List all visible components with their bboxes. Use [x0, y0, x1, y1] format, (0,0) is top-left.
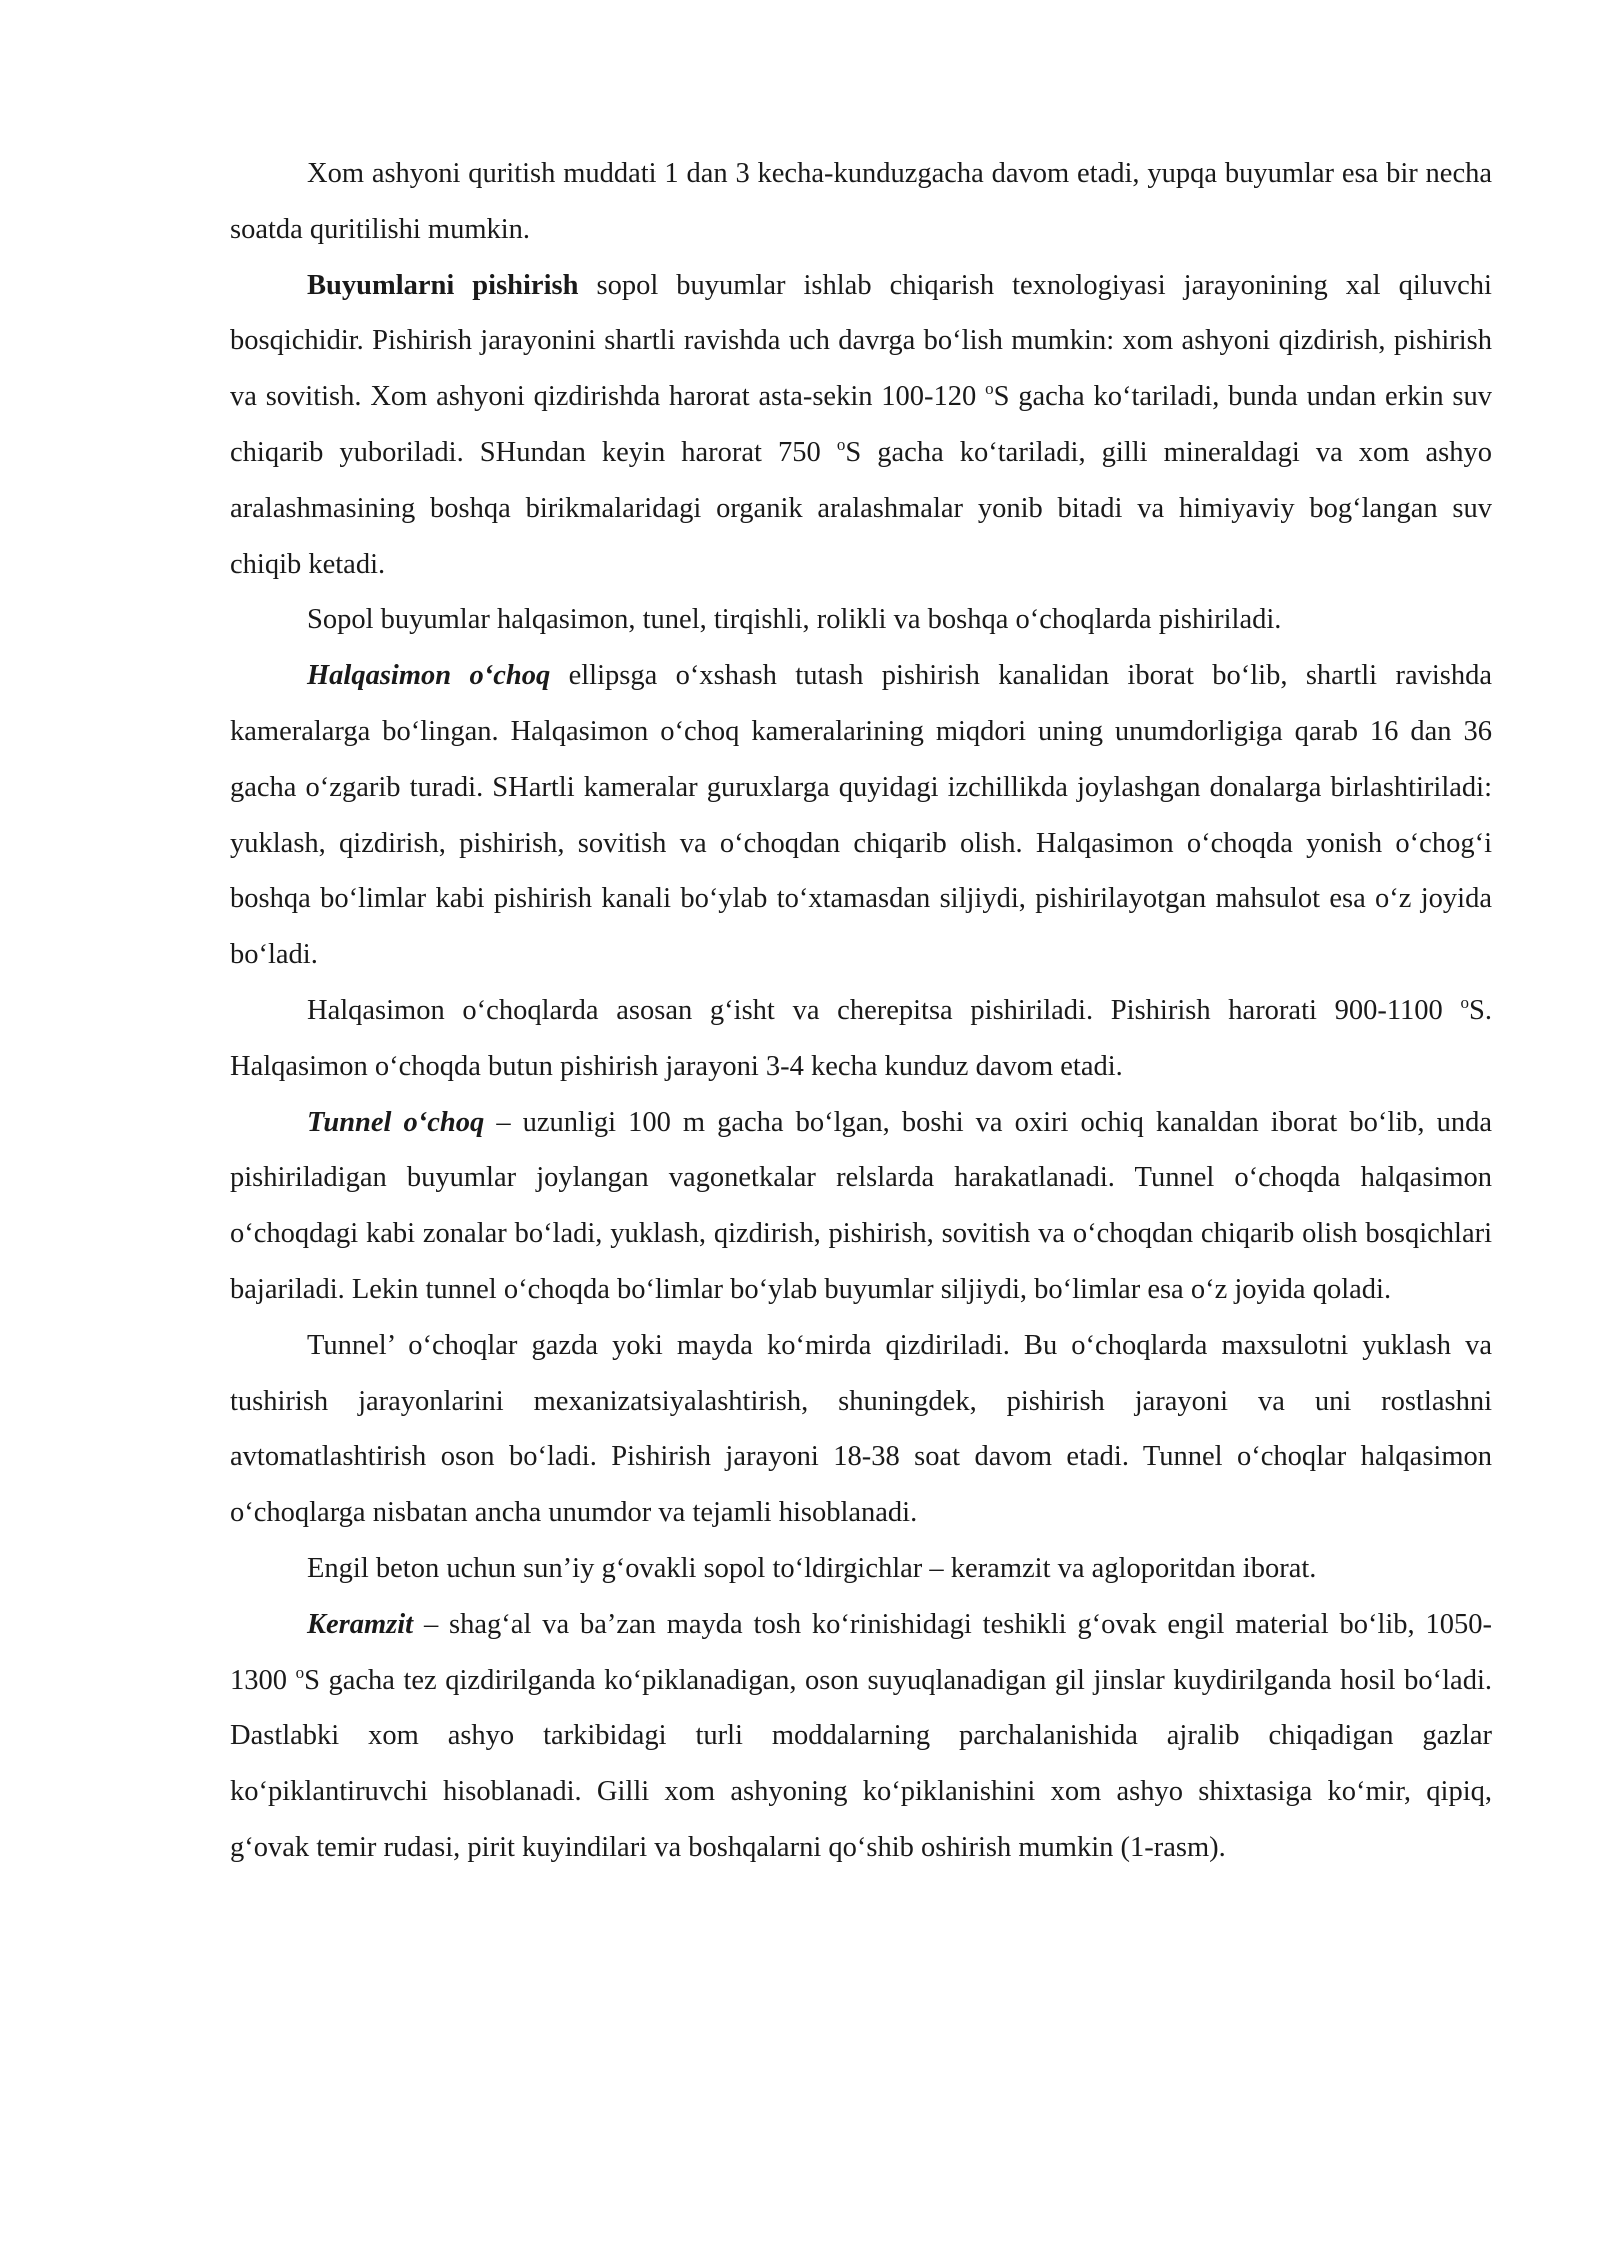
term-ring-kiln: Halqasimon o‘choq: [307, 660, 551, 692]
term-keramzit: Keramzit: [307, 1608, 414, 1640]
document-page: [230, 146, 1492, 1876]
paragraph-keramzit: [230, 1597, 1492, 1876]
paragraph-ring-kiln-products: [230, 983, 1492, 1095]
paragraph-text: – uzunligi 100 m gacha bo‘lgan, boshi va oxiri ochiq kanaldan iborat bo‘lib, unda pishiriladigan buyumlar joylangan vagonetkalar relslarda harakatlanadi. Tunnel o‘choqda halqasimon o‘choqdagi kabi zonalar bo‘ladi, yuklash, qizdirish, pishirish, sovitish va o‘choqdan chiqarib olish bosqichlari bajariladi. Lekin tunnel o‘choqda bo‘limlar bo‘ylab buyumlar siljiydi, bo‘limlar esa o‘z joyida qoladi.: [230, 1106, 1492, 1305]
paragraph-drying-time: [230, 146, 1492, 258]
paragraph-kiln-types: [230, 592, 1492, 648]
paragraph-text: Xom ashyoni quritish muddati 1 dan 3 kecha-kunduzgacha davom etadi, yupqa buyumlar esa bir necha soatda quritilishi mumkin.: [230, 158, 1492, 245]
degree-mark: o: [1460, 992, 1470, 1012]
paragraph-text: Sopol buyumlar halqasimon, tunel, tirqishli, rolikli va boshqa o‘choqlarda pishiriladi.: [307, 604, 1282, 636]
degree-mark: o: [295, 1662, 305, 1682]
paragraph-text: S gacha ko‘tariladi, gilli mineraldagi va xom ashyo aralashmasining boshqa birikmalaridagi organik aralashmalar yonib bitadi va himiyaviy bog‘langan suv chiqib ketadi.: [230, 436, 1492, 580]
paragraph-tunnel-fuel: [230, 1318, 1492, 1541]
paragraph-text: sopol buyumlar ishlab chiqarish texnologiyasi jarayonining xal qiluvchi bosqichidir. Pishirish jarayonini shartli ravishda uch davrga bo‘lish mumkin: xom ashyoni qizdirish, pishirish va sovitish. Xom ashyoni qizdirishda harorat asta-sekin 100-120: [230, 269, 1492, 413]
degree-mark: o: [985, 379, 994, 399]
degree-mark: o: [836, 434, 846, 454]
paragraph-text: Engil beton uchun sun’iy g‘ovakli sopol to‘ldirgichlar – keramzit va agloporitdan iborat.: [307, 1552, 1317, 1584]
term-firing: Buyumlarni pishirish: [307, 269, 579, 301]
paragraph-text: S gacha ko‘tariladi, bunda undan erkin suv chiqarib yuboriladi. SHundan keyin harorat 750: [230, 381, 1492, 468]
paragraph-aggregates: [230, 1541, 1492, 1597]
paragraph-firing: [230, 258, 1492, 593]
paragraph-text: – shag‘al va ba’zan mayda tosh ko‘rinishidagi teshikli g‘ovak engil material bo‘lib, 1050-1300: [230, 1608, 1492, 1696]
paragraph-text: Halqasimon o‘choqlarda asosan g‘isht va cherepitsa pishiriladi. Pishirish harorati 900-1100: [307, 994, 1461, 1026]
paragraph-text: S gacha tez qizdirilganda ko‘piklanadigan, oson suyuqlanadigan gil jinslar kuydirilganda hosil bo‘ladi. Dastlabki xom ashyo tarkibidagi turli moddalarning parchalanishida ajralib chiqadigan gazlar ko‘piklantiruvchi hisoblanadi. Gilli xom ashyoning ko‘piklanishini xom ashyo shixtasiga ko‘mir, qipiq, g‘ovak temir rudasi, pirit kuyindilari va boshqalarni qo‘shib oshirish mumkin (1-rasm).: [230, 1664, 1492, 1863]
paragraph-text: ellipsga o‘xshash tutash pishirish kanalidan iborat bo‘lib, shartli ravishda kameralarga bo‘lingan. Halqasimon o‘choq kameralarining miqdori uning unumdorligiga qarab 16 dan 36 gacha o‘zgarib turadi. SHartli kameralar guruxlarga quyidagi izchillikda joylashgan donalarga birlashtiriladi: yuklash, qizdirish, pishirish, sovitish va o‘choqdan chiqarib olish. Halqasimon o‘choqda yonish o‘chog‘i boshqa bo‘limlar kabi pishirish kanali bo‘ylab to‘xtamasdan siljiydi, pishirilayotgan mahsulot esa o‘z joyida bo‘ladi.: [230, 660, 1492, 971]
paragraph-text: Tunnel’ o‘choqlar gazda yoki mayda ko‘mirda qizdiriladi. Bu o‘choqlarda maxsulotni yuklash va tushirish jarayonlarini mexanizatsiyalashtirish, shuningdek, pishirish jarayoni va uni rostlashni avtomatlashtirish oson bo‘ladi. Pishirish jarayoni 18-38 soat davom etadi. Tunnel o‘choqlar halqasimon o‘choqlarga nisbatan ancha unumdor va tejamli hisoblanadi.: [230, 1329, 1492, 1529]
paragraph-ring-kiln: [230, 648, 1492, 983]
paragraph-text: S. Halqasimon o‘choqda butun pishirish jarayoni 3-4 kecha kunduz davom etadi.: [230, 994, 1492, 1082]
paragraph-tunnel-kiln: [230, 1095, 1492, 1318]
term-tunnel-kiln: Tunnel o‘choq: [307, 1106, 485, 1138]
